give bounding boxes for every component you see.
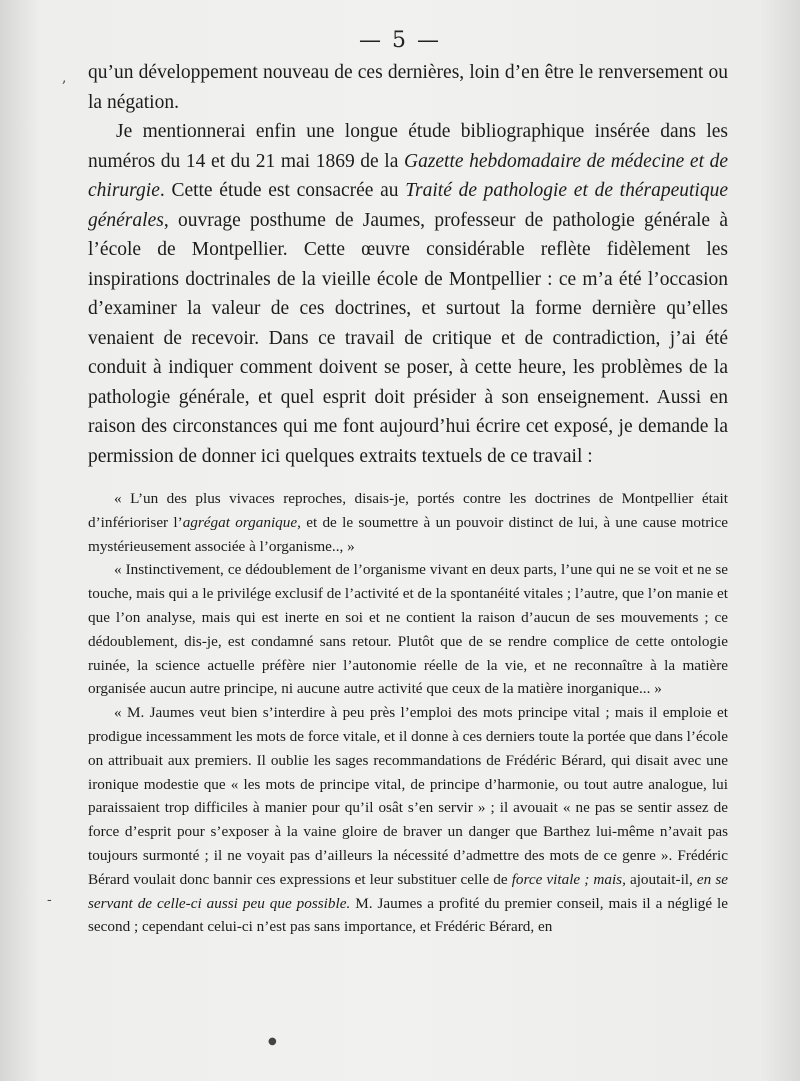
page-number: — 5 — — [359, 28, 441, 53]
italic-term: force vitale ; mais, — [511, 870, 626, 888]
italic-term: en se servant de celle-ci aussi peu que possible. — [88, 870, 728, 912]
quote-paragraph — [88, 701, 728, 939]
margin-dot: ● — [268, 1036, 277, 1047]
page-body — [88, 58, 728, 939]
text-segment: M. Jaumes a profité du premier conseil, mais il a négligé le second ; cependant celui-ci n’est pas sans importance, et Frédéric Bérard, en — [88, 894, 728, 936]
quote-paragraph — [88, 487, 728, 558]
treatise-title: Traité de pathologie et de thérapeutique générales — [88, 180, 728, 231]
journal-title: Gazette hebdomadaire de médecine et de chirurgie — [88, 150, 728, 201]
text-segment: « M. Jaumes veut bien s’interdire à peu près l’emploi des mots principe vital ; mais il emploie et prodigue incessamment les mots de force vitale, et il donne à ces derniers toute la portée que dans l’école on attribuait aux premiers. Il oublie les sages recommandations de Frédéric Bérard, qui disait avec une ironique modestie que « les mots de principe vital, de principe d’harmonie, ou tout autre analogue, lui paraissaient trop difficiles à manier pour qu’il osât s’en servir » ; il avouait « ne pas se sentir assez de force d’esprit pour s’exposer à la vaine gloire de braver un danger que Barthez lui-même n’avait pas toujours surmonté ; il ne voyait pas d’ailleurs la nécessité d’admettre des mots de ce genre ». Frédéric Bérard voulait donc bannir ces expressions et leur substituer celle de — [88, 704, 728, 888]
margin-mark: , — [62, 70, 67, 86]
text-segment: Je mentionnerai enfin une longue étude bibliographique insérée dans les numéros du 14 et du 21 mai 1869 de la — [88, 121, 728, 172]
text-segment: , ouvrage posthume de Jaumes, professeur de pathologie générale à l’école de Montpellier. Cette œuvre considérable reflète fidèlement les inspirations doctrinales de la vieille école de Montpellier : ce m’a été l’occasion d’examiner la valeur de ces doctrines, et surtout la forme dernière qu’elles venaient de recevoir. Dans ce travail de critique et de contradiction, j’ai été conduit à indiquer comment doivent se poser, à cette heure, les problèmes de la pathologie générale, et quel esprit doit présider à son enseignement. Aussi en raison des circonstances qui me font aujourd’hui écrire cet exposé, je demande la permission de donner ici quelques extraits textuels de ce travail : — [88, 209, 728, 467]
text-segment: . Cette étude est consacrée au — [159, 180, 406, 201]
paragraph-continuation: qu’un développement nouveau de ces dernières, loin d’en être le renversement ou la négation. — [88, 62, 728, 113]
text-segment: « L’un des plus vivaces reproches, disais-je, portés contre les doctrines de Montpellier était d’inférioriser l’ — [88, 490, 728, 531]
italic-term: agrégat organique — [182, 513, 298, 531]
text-segment: , et de le soumettre à un pouvoir distinct de lui, à une cause motrice mystérieusement associée à l’organisme.., » — [88, 513, 729, 555]
margin-mark: - — [47, 892, 52, 908]
quote-paragraph — [88, 558, 728, 701]
quoted-extracts — [88, 487, 728, 939]
text-segment: ajoutait-il, — [625, 870, 697, 888]
text-segment: « Instinctivement, ce dédoublement de l’organisme vivant en deux parts, l’une qui ne se voit et ne se touche, mais qui a le privilége exclusif de l’activité et de la spontanéité vitales ; l’autre, que l’on manie et que l’on analyse, mais qui est inerte en soi et ne contient la raison d’aucun de ses mouvements ; ce dédoublement, dis-je, est condamné sans retour. Plutôt que de se rendre complice de cette ontologie ruinée, la science actuelle préfère nier l’autonomie réelle de la vie, et ne reconnaître à la matière organisée aucun autre principe, ni aucune autre activité que ceux de la matière inorganique... » — [88, 561, 728, 698]
paragraph-bibliographic-study — [88, 117, 728, 471]
main-text — [88, 58, 728, 471]
